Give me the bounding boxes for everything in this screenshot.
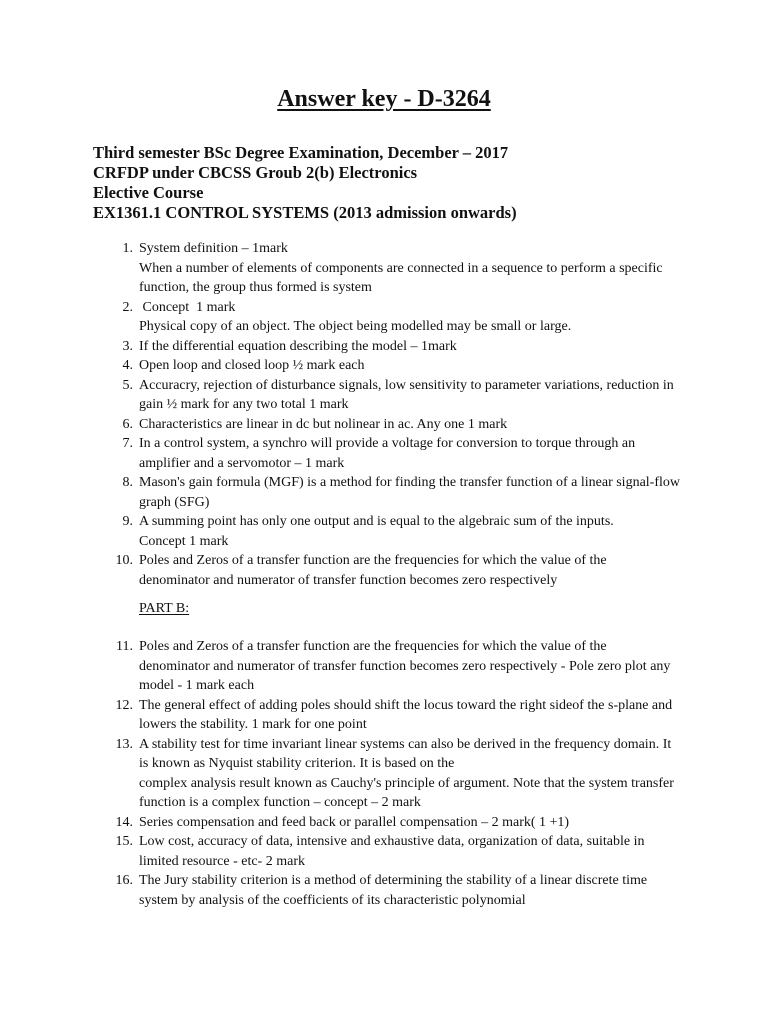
exam-course-type-line: Elective Course: [93, 183, 204, 202]
exam-header: [93, 143, 733, 223]
answer-text: Poles and Zeros of a transfer function are the frequencies for which the value of the denominator and numerator of transfer function becomes zero respectively - Pole zero plot any model - 1 mark each: [139, 639, 671, 693]
answer-text: Mason's gain formula (MGF) is a method for finding the transfer function of a linear signal-flow graph (SFG): [139, 475, 681, 510]
answer-number: 9.: [122, 514, 133, 529]
answer-item: [100, 832, 680, 871]
answer-continuation: Physical copy of an object. The object being modelled may be small or large.: [139, 319, 572, 334]
part-b-answer-list: [100, 637, 680, 910]
answer-number: 11.: [116, 639, 133, 654]
answer-number: 8.: [122, 475, 133, 490]
answer-item: [100, 735, 680, 813]
answer-number: 2.: [122, 299, 133, 315]
answer-number: 15.: [115, 834, 133, 849]
answer-item: [100, 512, 680, 551]
answer-continuation: Concept 1 mark: [139, 533, 229, 549]
answer-text: Low cost, accuracy of data, intensive and exhaustive data, organization of data, suitable in limited resource - etc- 2 mark: [139, 834, 645, 869]
answer-number: 1.: [122, 241, 133, 256]
answer-number: 13.: [115, 736, 133, 752]
answer-item: [100, 356, 680, 376]
answer-text: Accuracry, rejection of disturbance signals, low sensitivity to parameter variations, reduction in gain ½ mark for any two total 1 mark: [139, 377, 674, 412]
answer-continuation: complex analysis result known as Cauchy's principle of argument. Note that the system transfer function is a complex function – concept – 2 mark: [139, 775, 674, 810]
answer-text: In a control system, a synchro will provide a voltage for conversion to torque through an amplifier and a servomotor – 1 mark: [139, 436, 636, 471]
answer-continuation: When a number of elements of components are connected in a sequence to perform a specific function, the group thus formed is system: [139, 260, 663, 295]
answer-item: [100, 298, 680, 337]
answer-text: Characteristics are linear in dc but nolinear in ac. Any one 1 mark: [139, 416, 508, 432]
exam-program-line: CRFDP under CBCSS Groub 2(b) Electronics: [93, 163, 418, 182]
answer-item: [100, 813, 680, 833]
answer-item: [100, 637, 680, 696]
answer-item: [100, 415, 680, 435]
answer-text: System definition – 1mark: [139, 241, 288, 256]
answer-text: The general effect of adding poles should shift the locus toward the right sideof the s-plane and lowers the stability. 1 mark for one point: [139, 697, 673, 732]
answer-number: 16.: [115, 873, 133, 888]
page-title: Answer key - D-3264: [277, 86, 491, 112]
answer-item: [100, 376, 680, 415]
exam-course-title-line: EX1361.1 CONTROL SYSTEMS (2013 admission onwards): [93, 203, 517, 222]
answer-number: 7.: [122, 436, 133, 451]
answer-number: 3.: [122, 338, 133, 354]
answer-number: 5.: [122, 377, 133, 393]
answer-number: 10.: [115, 553, 133, 568]
answer-text: The Jury stability criterion is a method of determining the stability of a linear discrete time system by analysis of the coefficients of its characteristic polynomial: [139, 873, 648, 908]
answer-item: [100, 551, 680, 590]
answer-text: If the differential equation describing the model – 1mark: [139, 338, 457, 354]
answer-number: 12.: [115, 697, 133, 713]
answer-text: Concept 1 mark: [139, 299, 236, 315]
answer-text: Poles and Zeros of a transfer function are the frequencies for which the value of the denominator and numerator of transfer function becomes zero respectively: [139, 553, 607, 588]
answer-item: [100, 473, 680, 512]
answer-text: Series compensation and feed back or parallel compensation – 2 mark( 1 +1): [139, 814, 570, 830]
answer-item: [100, 239, 680, 298]
answer-number: 6.: [122, 416, 133, 432]
answer-item: [100, 337, 680, 357]
answer-number: 14.: [115, 814, 133, 830]
answer-item: [100, 871, 680, 910]
answer-text: A stability test for time invariant linear systems can also be derived in the frequency domain. It is known as Nyquist stability criterion. It is based on the: [139, 736, 672, 771]
part-b-heading: PART B:: [139, 601, 190, 616]
answer-text: Open loop and closed loop ½ mark each: [139, 358, 365, 373]
exam-semester-line: Third semester BSc Degree Examination, December – 2017: [93, 143, 509, 162]
answer-item: [100, 696, 680, 735]
answer-item: [100, 434, 680, 473]
answer-number: 4.: [122, 358, 133, 373]
answer-text: A summing point has only one output and is equal to the algebraic sum of the inputs.: [139, 514, 614, 529]
part-a-answer-list: [100, 239, 680, 590]
